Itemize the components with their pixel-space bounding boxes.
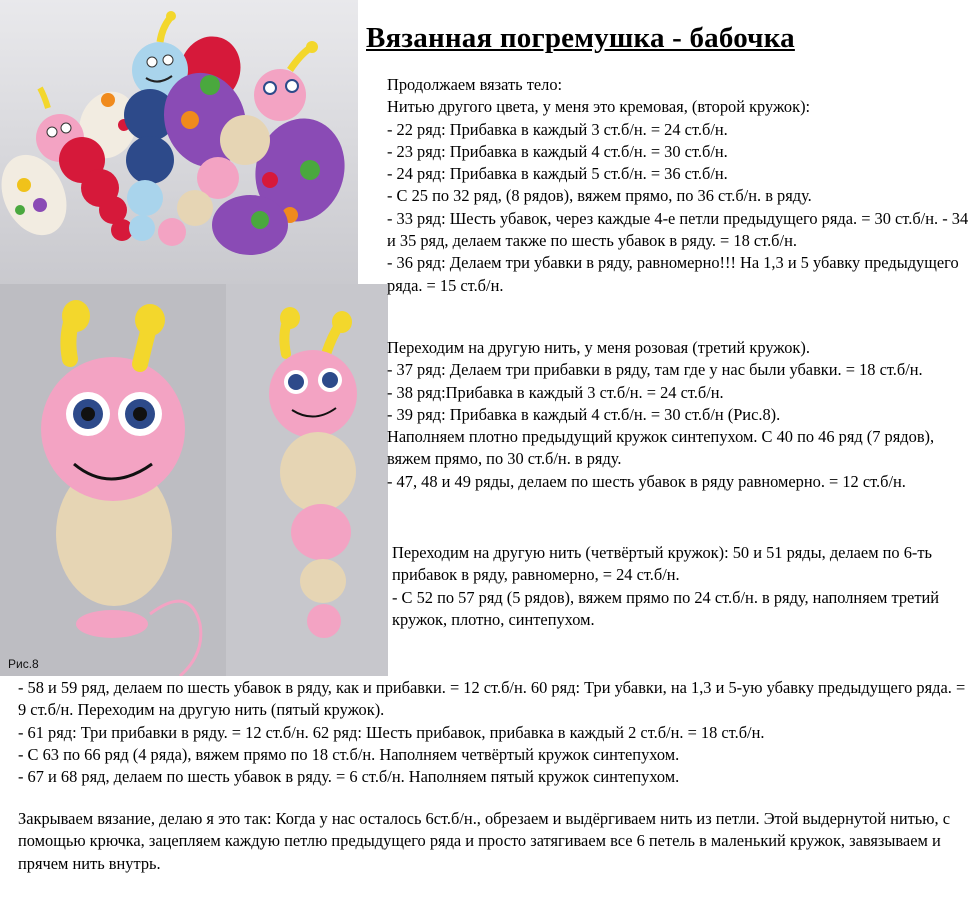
paragraph: - 33 ряд: Шесть убавок, через каждые 4-е петли предыдущего ряда. = 30 ст.б/н. - 34 и 35 ряд, делаем также по шесть убавок в ряду. = 18 ст.б/н. bbox=[387, 208, 969, 251]
paragraph: Переходим на другую нить (четвёртый кружок): 50 и 51 ряды, делаем по 6-ть прибавок в ряду, равномерно, = 24 ст.б/н. bbox=[392, 543, 933, 585]
photo-three-butterflies bbox=[0, 0, 358, 284]
paragraph: - 37 ряд: Делаем три прибавки в ряду, там где у нас были убавки. = 18 ст.б/н. bbox=[387, 360, 923, 380]
paragraph: - 24 ряд: Прибавка в каждый 5 ст.б/н. = 36 ст.б/н. bbox=[387, 164, 728, 184]
paragraph: - 36 ряд: Делаем три убавки в ряду, равномерно!!! На 1,3 и 5 убавку предыдущего ряда. = 15 ст.б/н. bbox=[387, 253, 959, 295]
photo-rattle-head-closeup bbox=[0, 284, 226, 676]
page-title: Вязанная погремушка - бабочка bbox=[366, 22, 795, 54]
paragraph: - 47, 48 и 49 ряды, делаем по шесть убавок в ряду равномерно. = 12 ст.б/н. bbox=[387, 471, 906, 491]
paragraph: Закрываем вязание, делаю я это так: Когда у нас осталось 6ст.б/н., обрезаем и выдёргиваем нить из петли. Этой выдернутой нитью, с помощью крючка, зацепляем каждую петлю предыдущего ряда и просто затягиваем все 6 петель в маленький кружок, завязываем и прячем нить внутрь. bbox=[18, 809, 950, 873]
paragraph: Переходим на другую нить, у меня розовая (третий кружок). bbox=[387, 338, 810, 357]
text-block-closing bbox=[18, 808, 968, 875]
text-block-fourth-ring bbox=[392, 542, 952, 631]
paragraph: Наполняем плотно предыдущий кружок синтепухом. С 40 по 46 ряд (7 рядов), вяжем прямо, по 30 ст.б/н. в ряду. bbox=[387, 427, 935, 469]
paragraph: - 67 и 68 ряд, делаем по шесть убавок в ряду. = 6 ст.б/н. Наполняем пятый кружок синтепухом. bbox=[18, 767, 680, 787]
paragraph: - 39 ряд: Прибавка в каждый 4 ст.б/н. = 30 ст.б/н (Рис.8). bbox=[387, 404, 781, 424]
figure-caption: Рис.8 bbox=[8, 657, 39, 671]
text-block-second-ring bbox=[387, 74, 972, 297]
paragraph: - 61 ряд: Три прибавки в ряду. = 12 ст.б/н. 62 ряд: Шесть прибавок, прибавка в каждый 2 ст.б/н. = 18 ст.б/н. bbox=[18, 722, 765, 742]
paragraph: - 22 ряд: Прибавка в каждый 3 ст.б/н. = 24 ст.б/н. bbox=[387, 119, 728, 139]
paragraph: Продолжаем вязать тело: bbox=[387, 75, 563, 94]
paragraph: - 58 и 59 ряд, делаем по шесть убавок в ряду, как и прибавки. = 12 ст.б/н. 60 ряд: Три убавки, на 1,3 и 5-ую убавку предыдущего ряда. = 9 ст.б/н. Переходим на другую нить (пятый кружок). bbox=[18, 678, 966, 720]
paragraph: - С 52 по 57 ряд (5 рядов), вяжем прямо по 24 ст.б/н. в ряду, наполняем третий кружок, плотно, синтепухом. bbox=[392, 587, 940, 629]
text-block-third-ring bbox=[387, 337, 972, 493]
paragraph: - 23 ряд: Прибавка в каждый 4 ст.б/н. = 30 ст.б/н. bbox=[387, 141, 728, 161]
photo-rattle-full-body bbox=[226, 284, 388, 676]
paragraph: - С 63 по 66 ряд (4 ряда), вяжем прямо по 18 ст.б/н. Наполняем четвёртый кружок синтепухом. bbox=[18, 744, 680, 764]
paragraph: - С 25 по 32 ряд, (8 рядов), вяжем прямо, по 36 ст.б/н. в ряду. bbox=[387, 186, 812, 206]
paragraph: - 38 ряд:Прибавка в каждый 3 ст.б/н. = 24 ст.б/н. bbox=[387, 382, 724, 402]
text-block-fifth-ring bbox=[18, 677, 968, 788]
paragraph: Нитью другого цвета, у меня это кремовая, (второй кружок): bbox=[387, 97, 811, 117]
